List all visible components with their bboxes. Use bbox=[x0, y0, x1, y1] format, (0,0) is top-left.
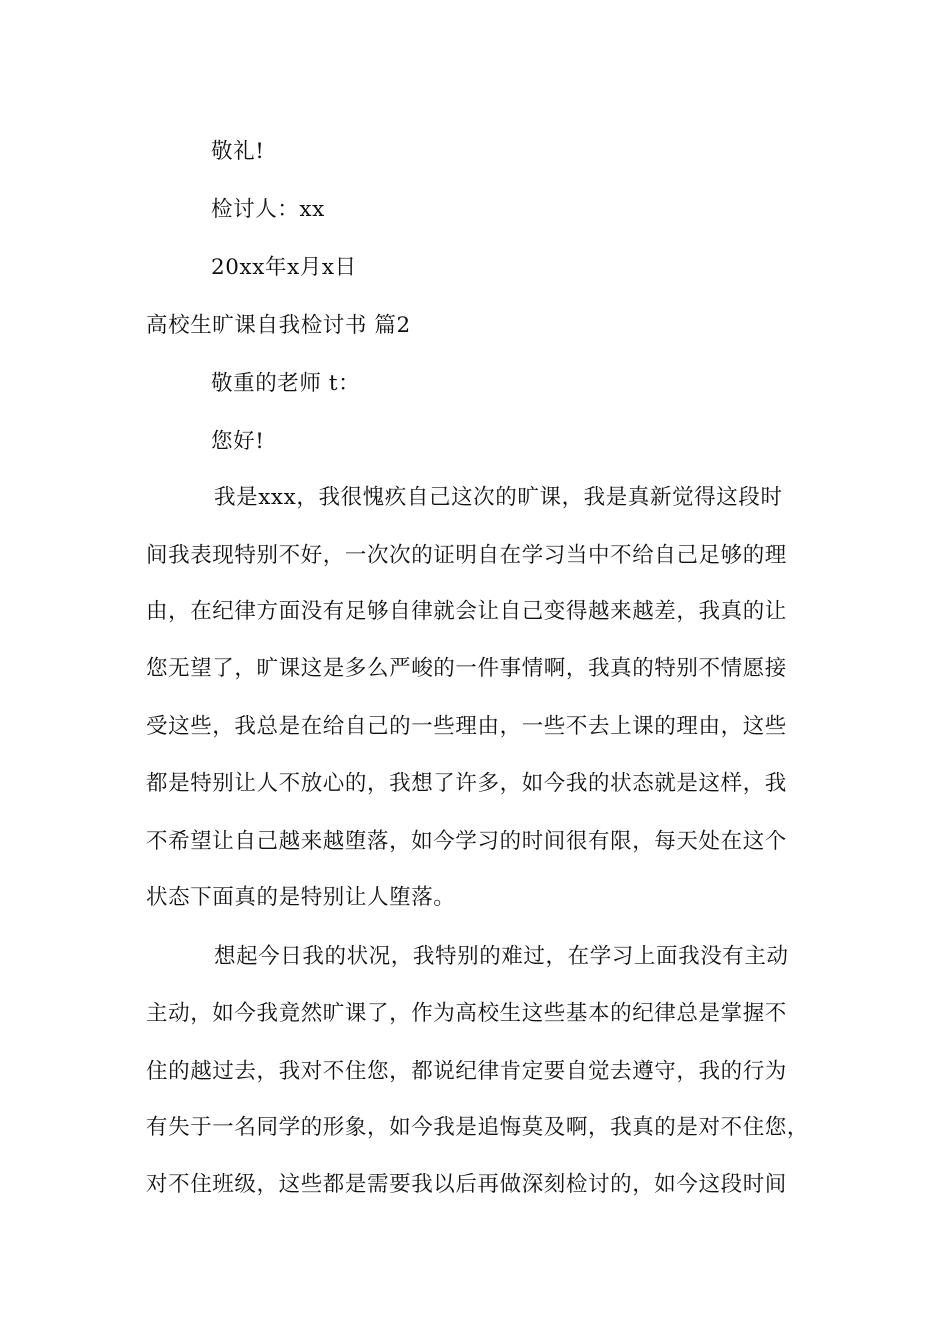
salutation: 敬重的老师 t： bbox=[211, 371, 361, 396]
paragraph-line: 我是xxx，我很愧疚自己这次的旷课，我是真新觉得这段时 bbox=[214, 485, 783, 510]
greeting-line: 您好! bbox=[211, 429, 265, 454]
paragraph-line: 都是特别让人不放心的，我想了许多，如今我的状态就是这样，我 bbox=[146, 771, 787, 796]
paragraph-line: 对不住班级，这些都是需要我以后再做深刻检讨的，如今这段时间 bbox=[146, 1172, 787, 1197]
paragraph-line: 由，在纪律方面没有足够自律就会让自己变得越来越差，我真的让 bbox=[146, 599, 787, 624]
paragraph-line: 状态下面真的是特别让人堕落。 bbox=[146, 885, 456, 910]
paragraph-line: 想起今日我的状况，我特别的难过，在学习上面我没有主动 bbox=[214, 944, 789, 969]
paragraph-line: 不希望让自己越来越堕落，如今学习的时间很有限，每天处在这个 bbox=[146, 829, 787, 854]
date-line: 20xx年x月x日 bbox=[211, 255, 357, 280]
signer-line: 检讨人：xx bbox=[211, 197, 325, 222]
paragraph-line: 间我表现特别不好，一次次的证明自在学习当中不给自己足够的理 bbox=[146, 543, 787, 568]
closing-salute: 敬礼! bbox=[211, 139, 265, 164]
paragraph-line: 主动，如今我竟然旷课了，作为高校生这些基本的纪律总是掌握不 bbox=[146, 1001, 787, 1026]
paragraph-line: 有失于一名同学的形象，如今我是追悔莫及啊，我真的是对不住您， bbox=[146, 1115, 810, 1140]
paragraph-line: 受这些，我总是在给自己的一些理由，一些不去上课的理由，这些 bbox=[146, 714, 787, 739]
section-title: 高校生旷课自我检讨书 篇2 bbox=[146, 313, 411, 338]
paragraph-line: 您无望了，旷课这是多么严峻的一件事情啊，我真的特别不情愿接 bbox=[146, 656, 787, 681]
paragraph-line: 住的越过去，我对不住您，都说纪律肯定要自觉去遵守，我的行为 bbox=[146, 1059, 787, 1084]
